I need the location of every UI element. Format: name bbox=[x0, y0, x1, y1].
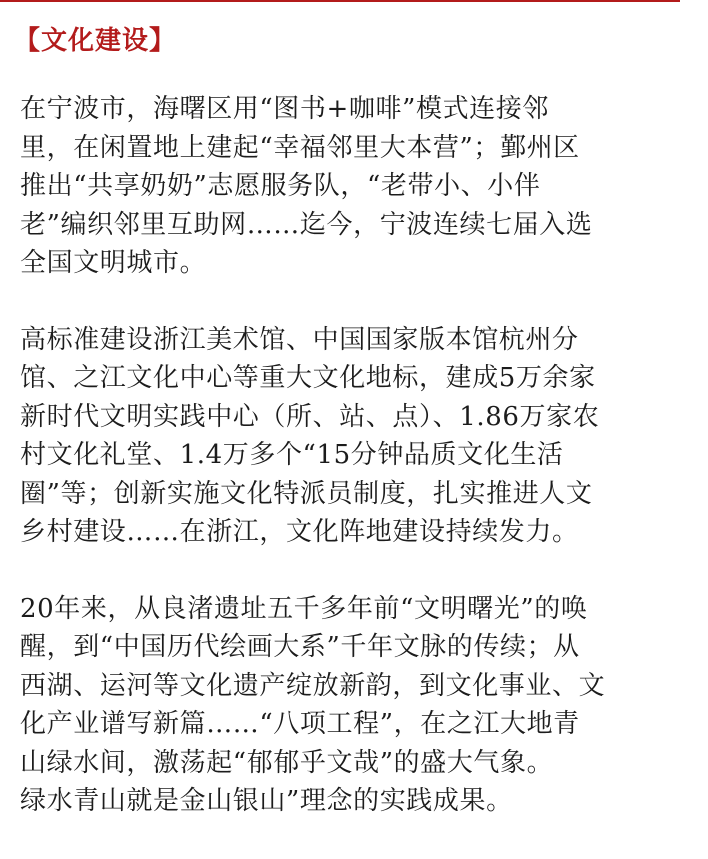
text-line: 乡村建设……在浙江，文化阵地建设持续发力。 bbox=[20, 517, 579, 547]
text-line: 山绿水间，激荡起“郁郁乎文哉”的盛大气象。 bbox=[20, 747, 554, 778]
text-line: 化产业谱写新篇……“八项工程”，在之江大地青 bbox=[20, 709, 580, 739]
text-line: 绿水青山就是金山银山”理念的实践成果。 bbox=[20, 786, 513, 816]
top-divider bbox=[0, 0, 680, 2]
text-line: 新时代文明实践中心（所、站、点）、1.86万家农 bbox=[20, 401, 600, 432]
text-line: 全国文明城市。 bbox=[20, 248, 207, 278]
text-line: 村文化礼堂、1.4万多个“15分钟品质文化生活 bbox=[20, 440, 564, 470]
text-line: 醒，到“中国历代绘画大系”千年文脉的传续；从 bbox=[20, 632, 580, 662]
text-line: 在宁波市，海曙区用“图书+咖啡”模式连接邻 bbox=[20, 94, 549, 124]
paragraph-twenty-years bbox=[20, 590, 688, 821]
text-line: 圈”等；创新实施文化特派员制度，扎实推进人文 bbox=[20, 478, 593, 509]
text-line: 老”编织邻里互助网……迄今，宁波连续七届入选 bbox=[20, 209, 593, 240]
article-body bbox=[20, 90, 688, 859]
text-line: 20年来，从良渚遗址五千多年前“文明曙光”的唤 bbox=[20, 593, 588, 624]
text-line: 西湖、运河等文化遗产绽放新韵，到文化事业、文 bbox=[20, 670, 606, 701]
section-heading: 【文化建设】 bbox=[14, 26, 177, 56]
text-line: 馆、之江文化中心等重大文化地标，建成5万余家 bbox=[20, 363, 596, 393]
paragraph-ningbo bbox=[20, 90, 688, 283]
text-line: 里，在闲置地上建起“幸福邻里大本营”；鄞州区 bbox=[20, 132, 580, 163]
text-line: 高标准建设浙江美术馆、中国国家版本馆杭州分 bbox=[20, 324, 579, 355]
paragraph-cultural-landmarks bbox=[20, 321, 688, 552]
text-line: 推出“共享奶奶”志愿服务队，“老带小、小伴 bbox=[20, 171, 541, 201]
